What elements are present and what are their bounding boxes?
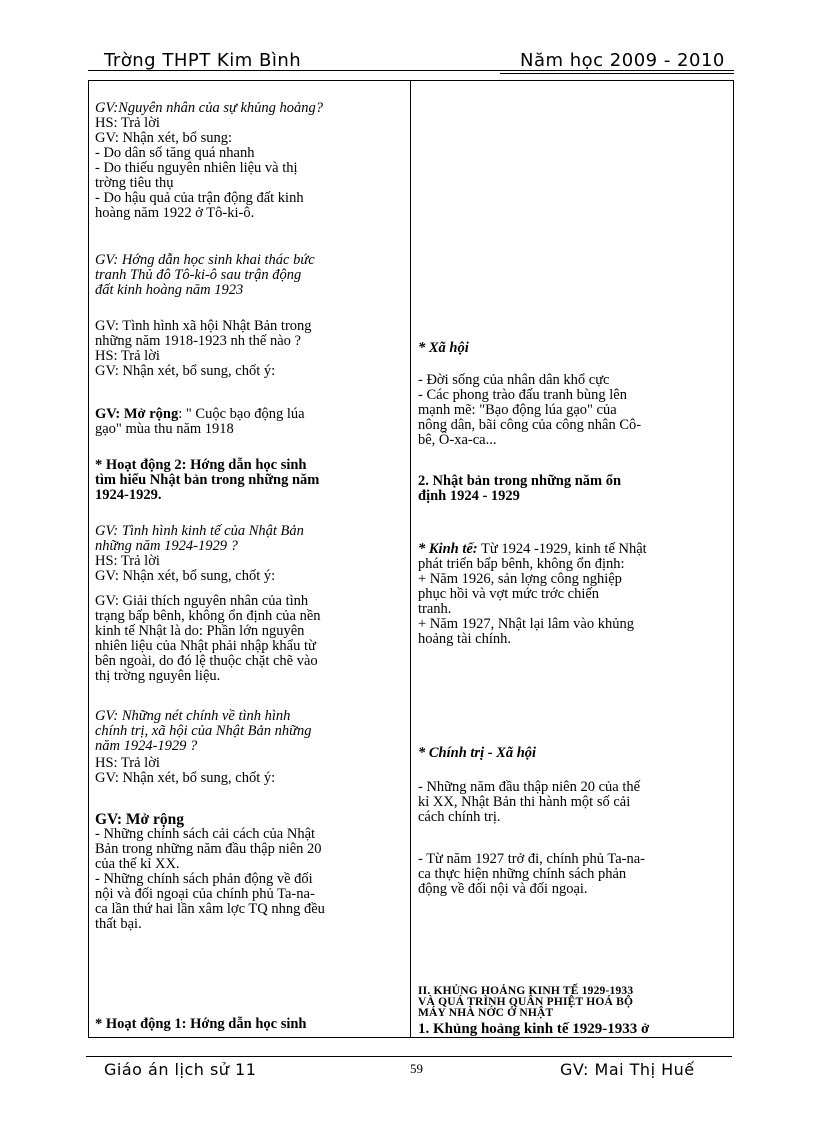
header-school: Trờng THPT Kim Bình xyxy=(104,50,302,71)
text-line: bên ngoài, do đó lệ thuộc chặt chẽ vào xyxy=(95,653,318,669)
economy-answer-block xyxy=(95,554,407,584)
lesson-table xyxy=(88,80,734,1038)
text-line: GV:Nguyên nhân của sự khủng hoảng? xyxy=(95,100,324,116)
text-line: GV: Giải thích nguyên nhân của tình xyxy=(95,593,309,609)
text-line: tìm hiểu Nhật bản trong những năm xyxy=(95,472,320,488)
activity-2-heading xyxy=(95,458,407,503)
text-line: - Các phong trào đấu tranh bùng lên xyxy=(418,387,627,403)
text-line: tranh Thủ đô Tô-ki-ô sau trận động xyxy=(95,267,302,283)
text-line: động về đối nội và đối ngoại. xyxy=(418,881,588,897)
text-line: 2. Nhật bản trong những năm ổn xyxy=(418,473,622,489)
society-question-block xyxy=(95,319,407,379)
content-column xyxy=(418,81,730,1037)
extension-block xyxy=(95,407,407,437)
text-line: - Những năm đầu thập niên 20 của thế xyxy=(418,779,641,795)
footer-subject: Giáo án lịch sử 11 xyxy=(104,1060,257,1079)
text-line: ca thực hiện những chính sách phản xyxy=(418,866,627,882)
text-line: thị trờng nguyên liệu. xyxy=(95,668,221,684)
society-content xyxy=(418,373,730,448)
politics-heading: * Chính trị - Xã hội xyxy=(418,745,537,761)
politics-answer-block xyxy=(95,756,407,786)
text-line: MÁY NHÀ NỚC Ở NHẬT xyxy=(418,1007,554,1019)
text-line: năm 1924-1929 ? xyxy=(95,738,198,754)
text-line: trờng tiêu thụ xyxy=(95,175,174,191)
text-line: HS: Trả lời xyxy=(95,553,160,569)
text-line: HS: Trả lời xyxy=(95,755,160,771)
text-line: GV: Nhận xét, bổ sung, chốt ý: xyxy=(95,770,276,786)
text-line: phục hồi và vợt mức trớc chiến xyxy=(418,586,600,602)
text-line: GV: Nhận xét, bổ sung, chốt ý: xyxy=(95,363,276,379)
section-II-heading xyxy=(418,986,730,1019)
section-II-1-heading: 1. Khủng hoảng kinh tế 1929-1933 ở xyxy=(418,1021,650,1037)
text-line: - Do hậu quả của trận động đất kinh xyxy=(95,190,304,206)
text-line: GV: Hớng dẫn học sinh khai thác bức xyxy=(95,252,315,268)
text-line: cách chính trị. xyxy=(418,809,501,825)
economy-details xyxy=(418,557,730,647)
extension-2-label: GV: Mở rộng xyxy=(95,811,184,828)
text-line: những năm 1918-1923 nh thế nào ? xyxy=(95,333,301,349)
text-line: chính trị, xã hội của Nhật Bản những xyxy=(95,723,312,739)
text-line: GV: Nhận xét, bổ sung, chốt ý: xyxy=(95,568,276,584)
text-line: HS: Trả lời xyxy=(95,115,160,131)
text-line: HS: Trả lời xyxy=(95,348,160,364)
extension-text: : " Cuộc bạo động lúa xyxy=(178,406,305,422)
politics-content-1 xyxy=(418,780,730,825)
text-line: đất kinh hoàng năm 1923 xyxy=(95,282,244,298)
text-line: GV: Nhận xét, bổ sung: xyxy=(95,130,233,146)
extension-text-2: gạo" mùa thu năm 1918 xyxy=(95,421,234,437)
economy-explanation-block xyxy=(95,594,407,684)
text-line: - Những chính sách cải cách của Nhật xyxy=(95,826,316,842)
text-line: mạnh mẽ: "Bạo động lúa gạo" của xyxy=(418,402,617,418)
text-line: + Năm 1926, sản lợng công nghiệp xyxy=(418,571,622,587)
society-heading: * Xã hội xyxy=(418,340,469,356)
teacher-activity-column xyxy=(95,81,407,1037)
picture-guide-block xyxy=(95,253,407,298)
economy-content xyxy=(418,542,730,557)
text-line: tranh. xyxy=(418,601,452,617)
section-2-heading xyxy=(418,474,730,504)
text-line: của thế kỉ XX. xyxy=(95,856,180,872)
text-line: - Do thiếu nguyên nhiên liệu và thị xyxy=(95,160,298,176)
politics-content-2 xyxy=(418,852,730,897)
text-line: II. KHỦNG HOẢNG KINH TẾ 1929-1933 xyxy=(418,985,634,997)
text-line: thất bại. xyxy=(95,916,142,932)
economy-intro: Từ 1924 -1929, kinh tế Nhật xyxy=(477,541,647,557)
answer-block xyxy=(95,116,407,221)
text-line: ca lần thứ hai lần xâm lợc TQ nhng đều xyxy=(95,901,325,917)
text-line: phát triển bấp bênh, không ổn định: xyxy=(418,556,625,572)
economy-question-block xyxy=(95,524,407,554)
economy-label: * Kinh tế: xyxy=(418,541,478,557)
column-divider xyxy=(410,81,411,1037)
text-line: nội và đối ngoại của chính phủ Ta-na- xyxy=(95,886,315,902)
text-line: bê, Ô-xa-ca... xyxy=(418,432,497,448)
footer-page-number: 59 xyxy=(410,1061,423,1076)
text-line: định 1924 - 1929 xyxy=(418,488,520,504)
text-line: 1924-1929. xyxy=(95,487,162,503)
text-line: GV: Tình hình kinh tế của Nhật Bản xyxy=(95,523,304,539)
text-line: kinh tế Nhật là do: Phần lớn nguyên xyxy=(95,623,305,639)
extension-label: GV: Mở rộng xyxy=(95,406,179,422)
text-line: - Những chính sách phản động về đối xyxy=(95,871,313,887)
text-line: VÀ QUÁ TRÌNH QUÂN PHIỆT HOÁ BỘ xyxy=(418,996,634,1008)
activity-1-heading: * Hoạt động 1: Hớng dẫn học sinh xyxy=(95,1016,307,1032)
header-year: Năm học 2009 - 2010 xyxy=(520,50,725,71)
footer-teacher: GV: Mai Thị Huế xyxy=(560,1060,695,1079)
text-line: những năm 1924-1929 ? xyxy=(95,538,238,554)
header-rule xyxy=(88,70,734,71)
text-line: trạng bấp bênh, không ổn định của nền xyxy=(95,608,321,624)
politics-question-block xyxy=(95,709,407,754)
text-line: - Đời sống của nhân dân khổ cực xyxy=(418,372,610,388)
extension-2-block xyxy=(95,827,407,932)
text-line: GV: Những nét chính về tình hình xyxy=(95,708,291,724)
question-block xyxy=(95,101,407,116)
text-line: kỉ XX, Nhật Bản thi hành một số cải xyxy=(418,794,631,810)
text-line: hoàng năm 1922 ở Tô-ki-ô. xyxy=(95,205,255,221)
text-line: nông dân, bãi công của công nhân Cô- xyxy=(418,417,642,433)
text-line: nhiên liệu của Nhật phải nhập khẩu từ xyxy=(95,638,316,654)
text-line: * Hoạt động 2: Hớng dẫn học sinh xyxy=(95,457,307,473)
text-line: - Do dân số tăng quá nhanh xyxy=(95,145,255,161)
text-line: Bản trong những năm đầu thập niên 20 xyxy=(95,841,322,857)
header-rule-secondary xyxy=(500,73,734,74)
text-line: hoảng tài chính. xyxy=(418,631,512,647)
text-line: GV: Tình hình xã hội Nhật Bản trong xyxy=(95,318,312,334)
text-line: + Năm 1927, Nhật lại lâm vào khủng xyxy=(418,616,634,632)
footer-rule xyxy=(86,1056,732,1057)
text-line: - Từ năm 1927 trở đi, chính phủ Ta-na- xyxy=(418,851,646,867)
